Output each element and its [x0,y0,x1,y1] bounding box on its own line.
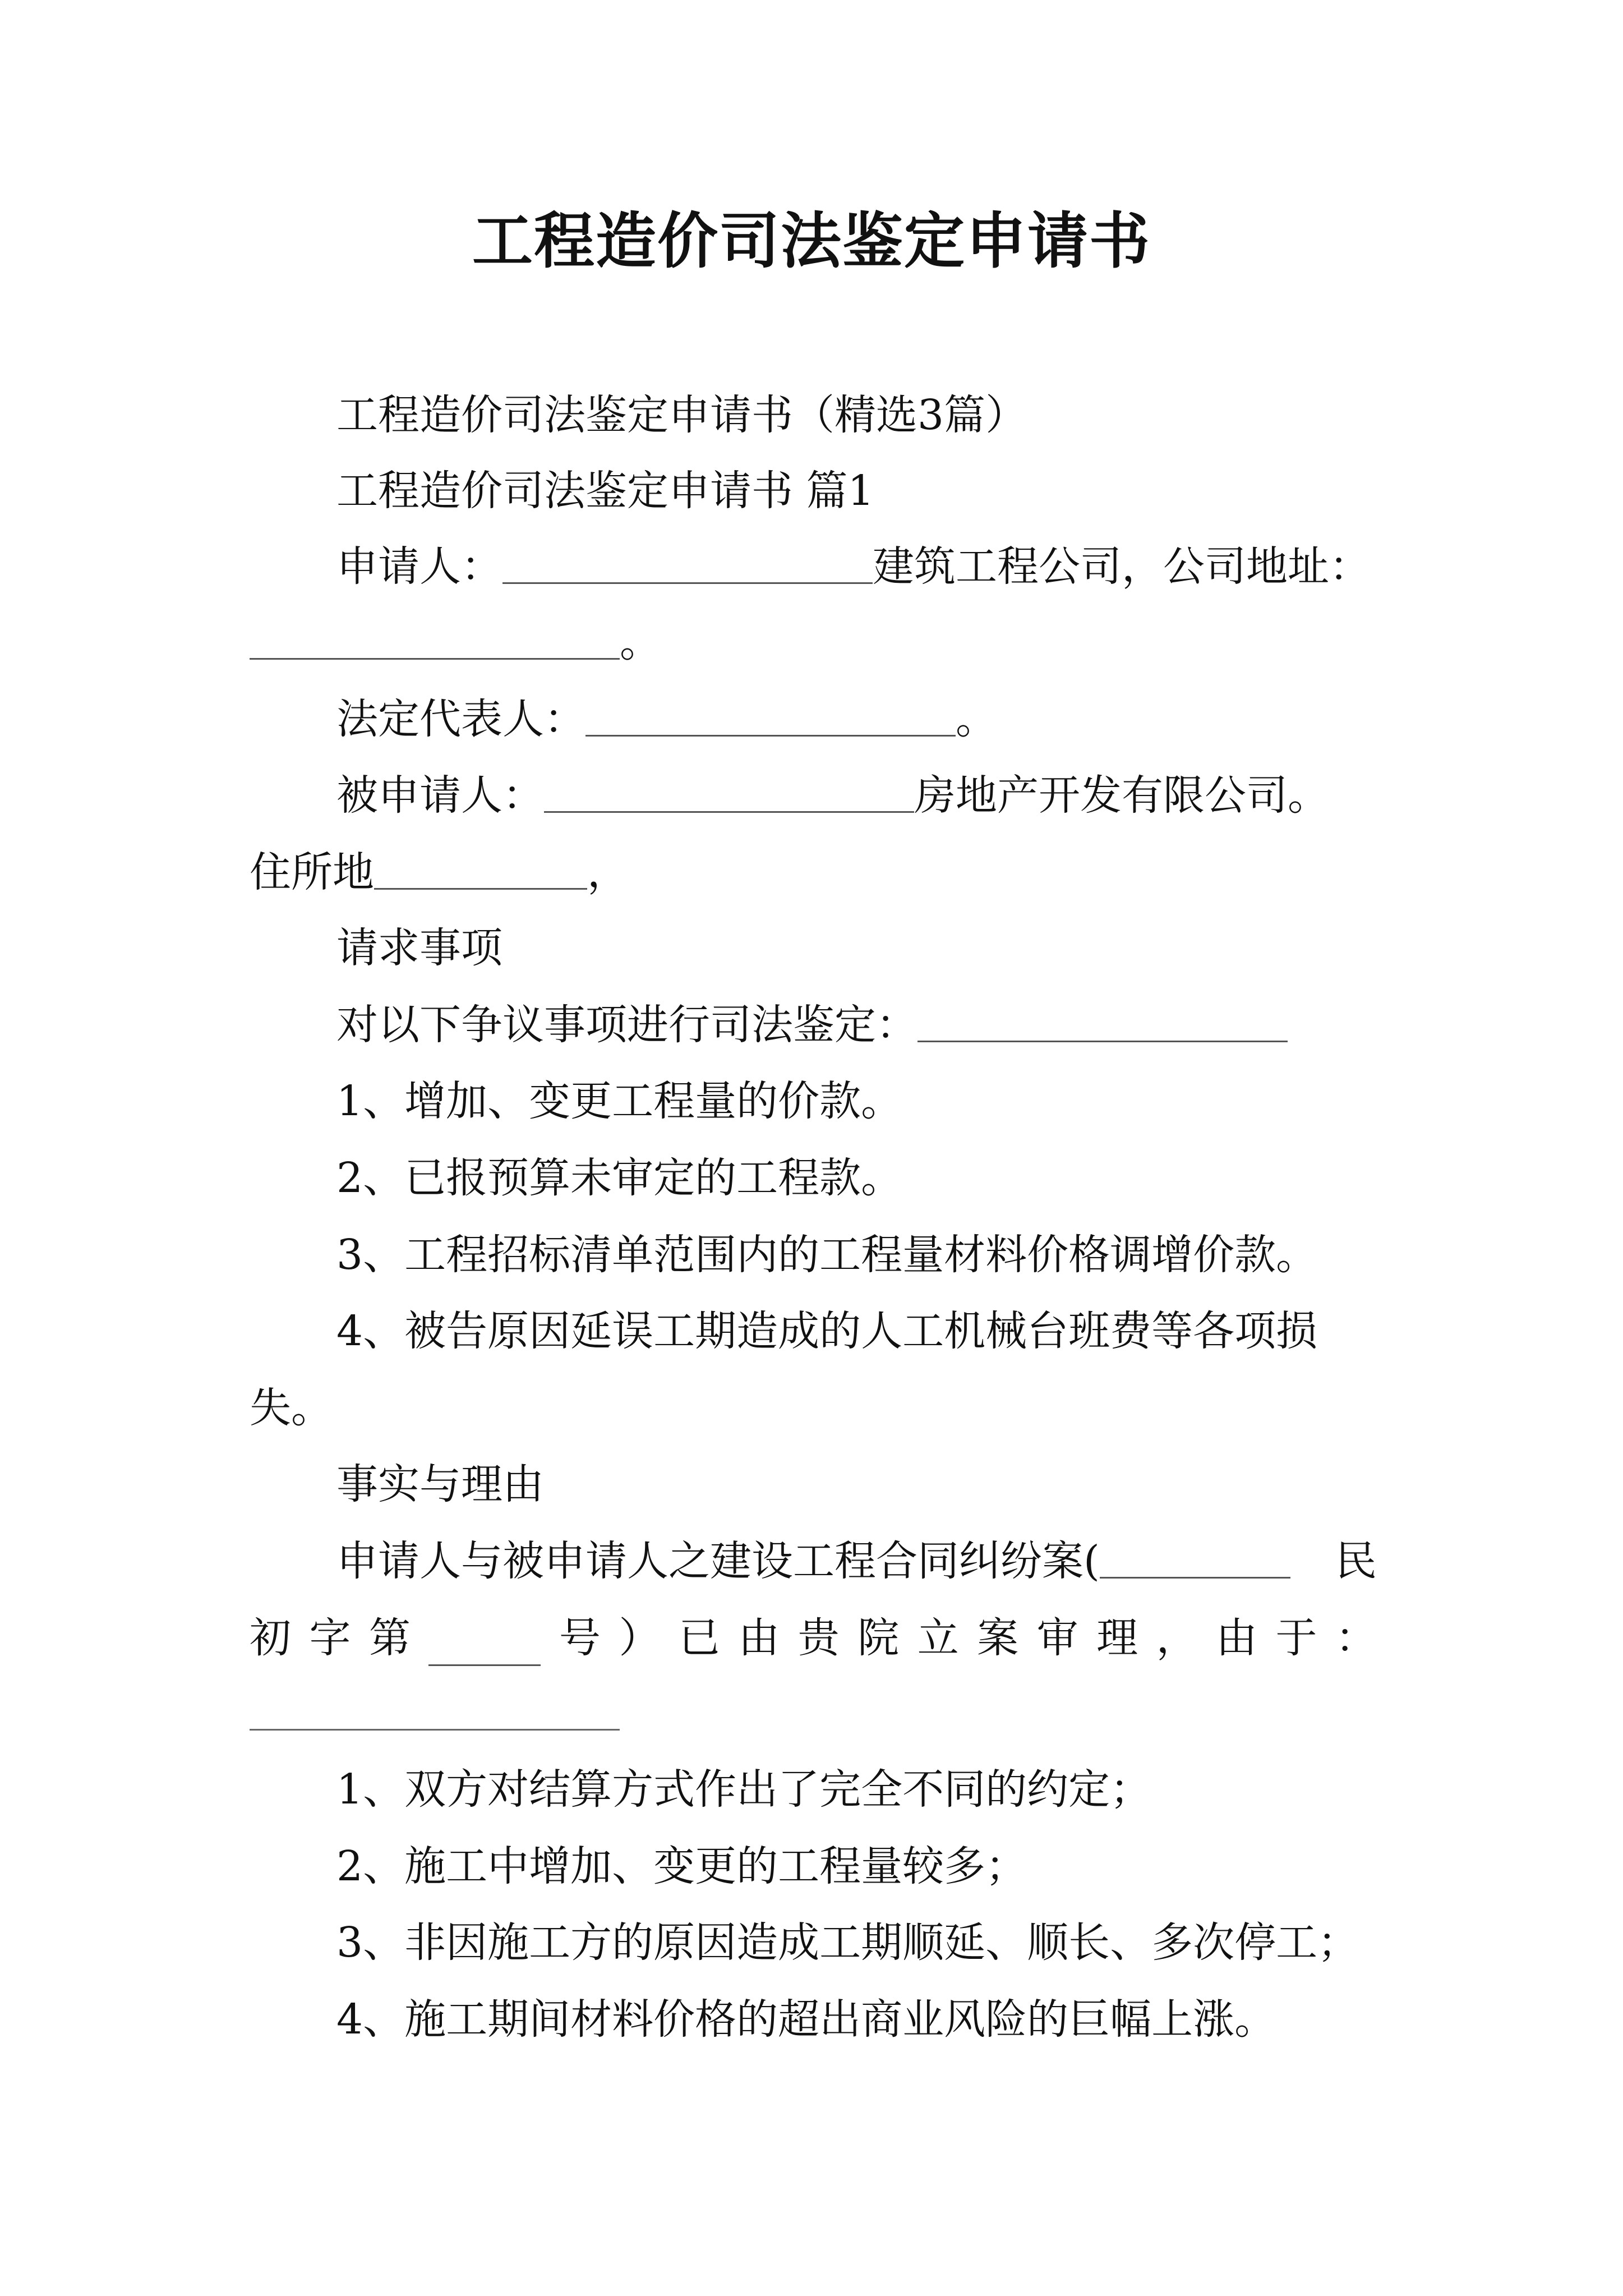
subtitle: 工程造价司法鉴定申请书（精选3篇） [336,391,1027,439]
document-title: 工程造价司法鉴定申请书 [472,206,1151,277]
facts-char: ） [619,1614,661,1662]
fact-item: 2、施工中增加、变更的工程量较多； [336,1842,1027,1890]
applicant-label: 申请人： [336,542,502,591]
request-item-continuation: 失。 [250,1384,333,1432]
facts-char: 字 [309,1614,351,1662]
request-item: 4、被告原因延误工期造成的人工机械台班费等各项损 [336,1307,1318,1355]
facts-char: 院 [857,1614,900,1662]
case-number-blank[interactable] [1100,1538,1290,1579]
respondent-address-end: ， [587,848,629,896]
facts-line1-text: 申请人与被申请人之建设工程合同纠纷案( [336,1537,1100,1585]
applicant-address-line [250,614,661,670]
case-serial-blank[interactable] [428,1625,541,1666]
facts-char: 立 [917,1614,959,1662]
request-item: 3、工程招标清单范围内的工程量材料价格调增价款。 [336,1231,1318,1279]
facts-char: 由 [738,1614,780,1662]
respondent-address-label: 住所地 [250,848,374,896]
facts-line1-end: 民 [1335,1537,1377,1585]
respondent-line [336,767,1329,823]
fact-item: 1、双方对结算方式作出了完全不同的约定； [336,1765,1152,1814]
respondent-address-blank[interactable] [374,849,587,890]
applicant-end: 。 [620,618,661,666]
requests-heading: 请求事项 [336,924,502,972]
facts-char: ， [1156,1614,1198,1662]
applicant-line [336,539,1371,595]
respondent-name-blank[interactable] [544,772,914,813]
applicant-address-blank[interactable] [250,619,620,660]
fact-item: 4、施工期间材料价格的超出商业风险的巨幅上涨。 [336,1995,1276,2044]
requests-intro: 对以下争议事项进行司法鉴定： [336,1001,917,1049]
facts-line-2 [250,1610,1377,1666]
fact-item: 3、非因施工方的原因造成工期顺延、顺长、多次停工； [336,1918,1359,1967]
request-item: 1、增加、变更工程量的价款。 [336,1077,903,1125]
facts-char: 理 [1096,1614,1138,1662]
legal-rep-line [336,691,997,747]
facts-char: 于 [1275,1614,1317,1662]
requests-intro-line [336,997,1288,1053]
respondent-after: 房地产开发有限公司。 [914,771,1329,820]
facts-line-1 [336,1533,1377,1589]
request-item: 2、已报预算未审定的工程款。 [336,1154,903,1202]
legal-rep-label: 法定代表人： [336,695,585,743]
applicant-after: 建筑工程公司，公司地址： [873,542,1371,591]
respondent-address-line [250,844,629,900]
facts-char: 第 [368,1614,411,1662]
facts-char: 初 [250,1614,291,1662]
facts-char: 审 [1036,1614,1078,1662]
legal-rep-blank[interactable] [585,696,956,737]
facts-char: 已 [678,1614,720,1662]
section-heading: 工程造价司法鉴定申请书 篇1 [336,467,874,515]
facts-char: 由 [1216,1614,1258,1662]
requests-intro-blank[interactable] [917,1001,1288,1042]
facts-char: ： [1335,1614,1377,1662]
legal-rep-end: 。 [956,695,997,743]
facts-char: 案 [977,1614,1019,1662]
facts-char: 贵 [797,1614,840,1662]
applicant-name-blank[interactable] [502,543,873,584]
facts-heading: 事实与理由 [336,1460,544,1508]
respondent-label: 被申请人： [336,771,544,820]
reason-blank[interactable] [250,1729,620,1731]
facts-char: 号 [559,1614,601,1662]
